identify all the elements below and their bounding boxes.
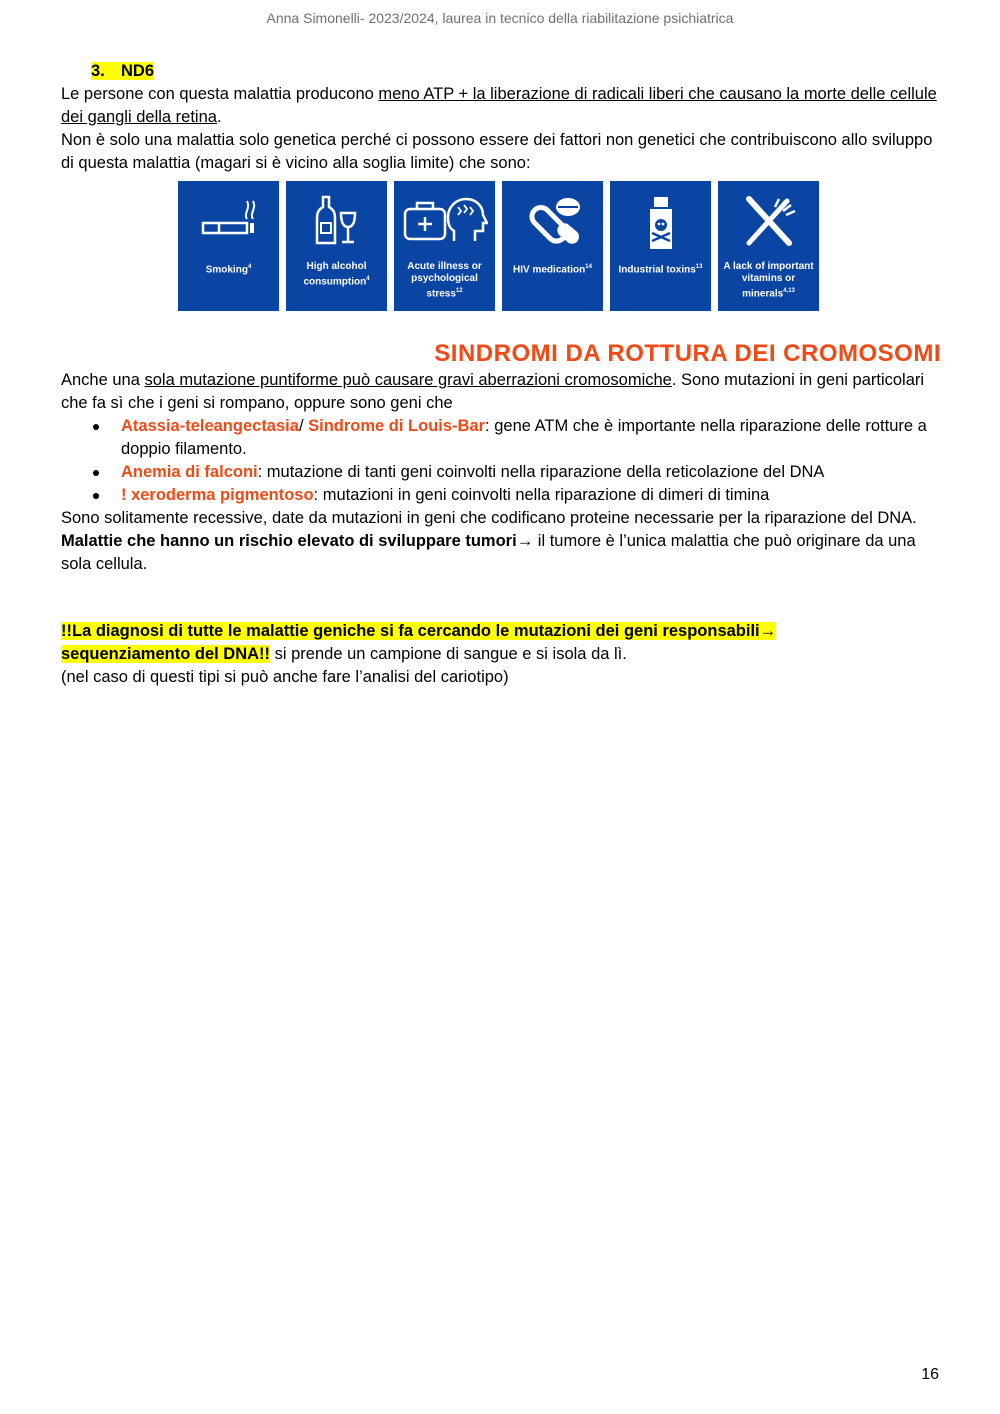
text: : mutazione di tanti geni coinvolti nella riparazione della reticolazione del DNA: [257, 463, 825, 481]
syndrome-name: ! xeroderma pigmentoso: [121, 486, 314, 504]
text: il tumore è l’unica malattia che può originare da una sola cellula.: [61, 532, 916, 573]
factor-label: High alcohol consumption$^4$: [303, 261, 370, 288]
poison-bottle-icon: [636, 195, 686, 253]
factor-label: A lack of important vitamins or minerals$^{4,13}$: [723, 261, 814, 300]
text: : gene ATM che è importante nella riparazione delle rotture a doppio filamento.: [121, 417, 927, 458]
bottle-glass-icon: [307, 195, 367, 245]
arrow-icon: →: [516, 532, 534, 550]
text: Le persone con questa malattia producono: [61, 85, 379, 103]
syndrome-name: Sindrome di Louis-Bar: [308, 417, 486, 435]
paragraph-karyotype: (nel caso di questi tipi si può anche fare l’analisi del cariotipo): [61, 668, 509, 686]
syndrome-list: [61, 415, 941, 507]
underlined-text: sola mutazione puntiforme può causare gravi aberrazioni cromosomiche: [144, 371, 672, 389]
text: : mutazioni in geni coinvolti nella riparazione di dimeri di timina: [313, 486, 770, 504]
paragraph-diagnosis: [61, 620, 941, 666]
highlighted-text: !!La diagnosi di tutte le malattie geniche si fa cercando le mutazioni dei geni responsabili→: [61, 622, 777, 640]
highlighted-text: sequenziamento del DNA!!: [61, 645, 271, 663]
risk-factors-figure: [178, 181, 941, 311]
syndrome-name: Anemia di falconi: [121, 463, 258, 481]
page-number: 16: [921, 1366, 939, 1383]
list-item: [61, 415, 941, 461]
paragraph-atp: [61, 83, 941, 129]
factor-label: Acute illness or psychological stress$^{12}$: [407, 261, 482, 300]
list-item: [61, 484, 941, 507]
factor-tile-smoking: [178, 181, 279, 311]
page-header: Anna Simonelli- 2023/2024, laurea in tecnico della riabilitazione psichiatrica: [266, 10, 734, 26]
section-title: SINDROMI DA ROTTURA DEI CROMOSOMI: [434, 340, 941, 367]
medical-kit-head-icon: [402, 195, 488, 245]
underlined-text: meno ATP + la liberazione di radicali liberi che causano la morte delle cellule dei gangli della retina: [61, 85, 937, 126]
cigarette-icon: [199, 195, 259, 245]
list-item: [61, 461, 941, 484]
factor-tile-alcohol: [286, 181, 387, 311]
text: Anche una: [61, 371, 145, 389]
factor-tile-vitamins: [718, 181, 819, 311]
factor-label: Smoking$^4$: [205, 264, 252, 276]
paragraph-recessive: Sono solitamente recessive, date da mutazioni in geni che codificano proteine necessarie per la riparazione del DNA.: [61, 509, 917, 527]
text: . Sono mutazioni in geni particolari che fa sì che i geni si rompano, oppure sono geni che: [61, 371, 925, 412]
factor-label: HIV medication$^{14}$: [513, 264, 592, 276]
numbered-item-nd6: [61, 60, 941, 83]
paragraph-mutation: [61, 369, 941, 415]
factor-tile-hiv: [502, 181, 603, 311]
text: /: [298, 417, 309, 435]
factor-tile-stress: [394, 181, 495, 311]
bold-text: Malattie che hanno un rischio elevato di sviluppare tumori: [61, 532, 517, 550]
item-number: 3.: [91, 62, 105, 80]
factor-tile-toxins: [610, 181, 711, 311]
paragraph-nongenetic: Non è solo una malattia solo genetica perché ci possono essere dei fattori non genetici che contribuiscono allo sviluppo di questa malattia (magari si è vicino alla soglia limite) che sono:: [61, 131, 933, 172]
syndrome-name: Atassia-teleangectasia: [121, 417, 299, 435]
nd6-heading: [91, 62, 154, 80]
text: si prende un campione di sangue e si isola da lì.: [270, 645, 627, 663]
document-body: [61, 60, 941, 689]
fork-knife-icon: [741, 195, 797, 249]
paragraph-tumor-risk: [61, 530, 941, 576]
text: .: [216, 108, 222, 126]
pills-icon: [520, 195, 586, 249]
item-label: ND6: [121, 62, 155, 80]
factor-label: Industrial toxins$^{13}$: [618, 264, 703, 276]
